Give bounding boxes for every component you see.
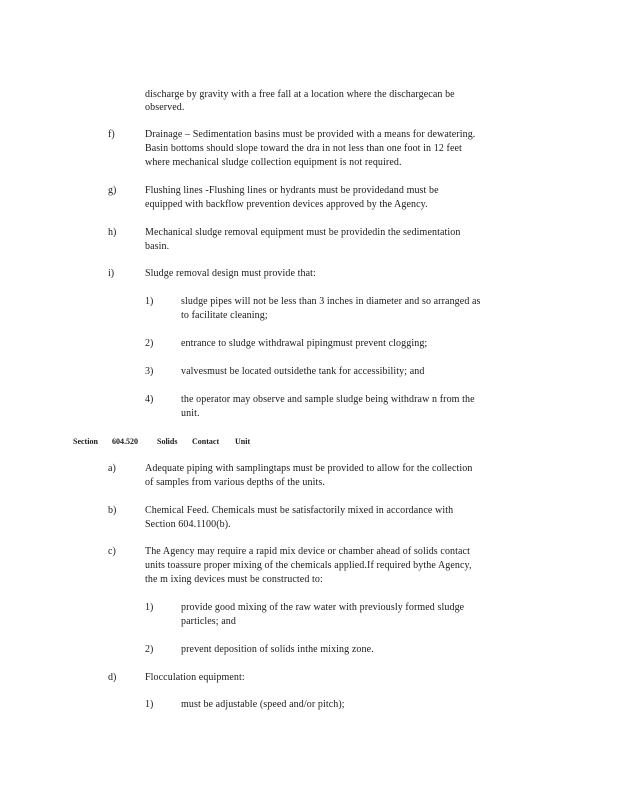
- item-c-line-3: the m ixing devices must be constructed to:: [145, 574, 323, 585]
- item-d-sub-1-label: 1): [145, 699, 154, 710]
- item-a-label: a): [108, 463, 116, 474]
- item-d-sub-1-line-1: must be adjustable (speed and/or pitch);: [181, 699, 345, 710]
- item-i-sub-2-label: 2): [145, 338, 154, 349]
- item-g-line-1: Flushing lines -Flushing lines or hydrants must be providedand must be: [145, 185, 439, 196]
- item-a-line-1: Adequate piping with samplingtaps must be provided to allow for the collection: [145, 463, 473, 474]
- item-f-line-1: Drainage – Sedimentation basins must be provided with a means for dewatering.: [145, 129, 476, 140]
- item-c-label: c): [108, 546, 116, 557]
- item-h-line-1: Mechanical sludge removal equipment must be providedin the sedimentation: [145, 227, 461, 238]
- section-title-word-2: Contact: [192, 437, 220, 446]
- item-h-line-2: basin.: [145, 241, 170, 252]
- item-c-line-2: units toassure proper mixing of the chemicals applied.If required bythe Agency,: [145, 560, 472, 571]
- item-i-sub-2-line-1: entrance to sludge withdrawal pipingmust prevent clogging;: [181, 338, 428, 349]
- item-c-sub-1-line-1: provide good mixing of the raw water with previously formed sludge: [181, 602, 465, 613]
- item-i-sub-3-label: 3): [145, 366, 154, 377]
- section-word: Section: [73, 437, 98, 446]
- item-i-sub-4-label: 4): [145, 394, 154, 405]
- item-c-sub-2-label: 2): [145, 644, 154, 655]
- item-b-line-1: Chemical Feed. Chemicals must be satisfactorily mixed in accordance with: [145, 505, 454, 516]
- section-title-word-1: Solids: [157, 437, 178, 446]
- item-a-line-2: of samples from various depths of the units.: [145, 477, 325, 488]
- item-b-line-2: Section 604.1100(b).: [145, 519, 231, 530]
- section-title-word-3: Unit: [235, 437, 251, 446]
- item-i-line: Sludge removal design must provide that:: [145, 268, 316, 279]
- intro-line-2: observed.: [145, 102, 185, 113]
- item-c-sub-1-line-2: particles; and: [181, 616, 236, 627]
- item-i-sub-1-line-2: to facilitate cleaning;: [181, 310, 268, 321]
- item-i-sub-1-label: 1): [145, 296, 154, 307]
- item-d-line: Flocculation equipment:: [145, 672, 245, 683]
- item-b-label: b): [108, 505, 117, 516]
- item-g-label: g): [108, 185, 117, 196]
- section-number: 604.520: [112, 437, 138, 446]
- item-c-sub-1-label: 1): [145, 602, 154, 613]
- item-d-label: d): [108, 672, 117, 683]
- item-c-sub-2-line-1: prevent deposition of solids inthe mixing zone.: [181, 644, 374, 655]
- item-f-line-3: where mechanical sludge collection equipment is not required.: [145, 157, 402, 168]
- item-f-line-2: Basin bottoms should slope toward the dra in not less than one foot in 12 feet: [145, 143, 462, 154]
- item-i-label: i): [108, 268, 115, 279]
- item-i-sub-4-line-1: the operator may observe and sample sludge being withdraw n from the: [181, 394, 475, 405]
- item-g-line-2: equipped with backflow prevention devices approved by the Agency.: [145, 199, 428, 210]
- item-i-sub-3-line-1: valvesmust be located outsidethe tank for accessibility; and: [181, 366, 425, 377]
- item-i-sub-1-line-1: sludge pipes will not be less than 3 inches in diameter and so arranged as: [181, 296, 481, 307]
- item-f-label: f): [108, 129, 115, 140]
- item-c-line-1: The Agency may require a rapid mix device or chamber ahead of solids contact: [145, 546, 470, 557]
- item-h-label: h): [108, 227, 117, 238]
- item-i-sub-4-line-2: unit.: [181, 408, 200, 419]
- intro-line-1: discharge by gravity with a free fall at a location where the dischargecan be: [145, 89, 455, 100]
